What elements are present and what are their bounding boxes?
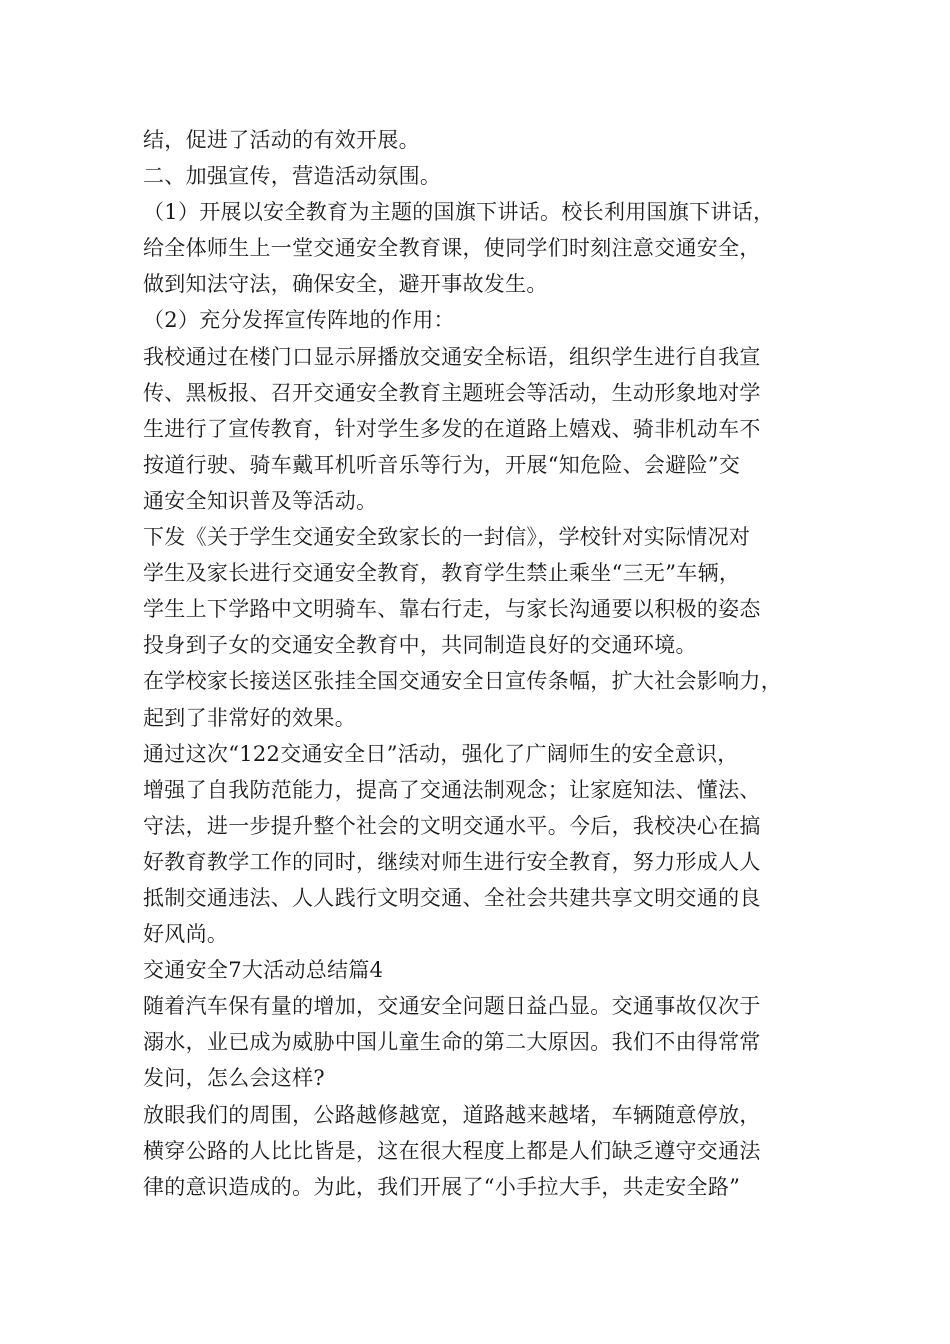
- text-line: （2）充分发挥宣传阵地的作用：: [143, 308, 455, 333]
- text-line: 放眼我们的周围，公路越修越宽，道路越来越堵，车辆随意停放，: [143, 1102, 761, 1127]
- text-line: 生进行了宣传教育，针对学生多发的在道路上嬉戏、骑非机动车不: [143, 416, 761, 441]
- text-line: 好教育教学工作的同时，继续对师生进行安全教育，努力形成人人: [143, 849, 761, 874]
- text-line: 通过这次“122交通安全日”活动，强化了广阔师生的安全意识，: [143, 741, 739, 766]
- text-line: 学生上下学路中文明骑车、靠右行走，与家长沟通要以积极的姿态: [143, 597, 761, 622]
- section-heading: 交通安全7大活动总结篇4: [143, 958, 384, 983]
- section-heading: 二、加强宣传，营造活动氛围。: [143, 164, 442, 189]
- text-line: 抵制交通违法、人人践行文明交通、全社会共建共享文明交通的良: [143, 885, 761, 910]
- text-line: 给全体师生上一堂交通安全教育课，使同学们时刻注意交通安全，: [143, 236, 761, 261]
- text-line: 守法，进一步提升整个社会的文明交通水平。今后，我校决心在搞: [143, 813, 761, 838]
- text-line: 传、黑板报、召开交通安全教育主题班会等活动，生动形象地对学: [143, 380, 761, 405]
- text-line: 投身到子女的交通安全教育中，共同制造良好的交通环境。: [143, 633, 697, 658]
- document-body: [143, 122, 823, 1205]
- text-line: 随着汽车保有量的增加，交通安全问题日益凸显。交通事故仅次于: [143, 994, 761, 1019]
- text-line: 增强了自我防范能力，提高了交通法制观念；让家庭知法、懂法、: [143, 777, 761, 802]
- text-line: 下发《关于学生交通安全致家长的一封信》，学校针对实际情况对: [143, 525, 751, 550]
- text-line: 按道行驶、骑车戴耳机听音乐等行为，开展“知危险、会避险”交: [143, 452, 741, 477]
- text-line: 通安全知识普及等活动。: [143, 488, 378, 513]
- text-line: 溺水，业已成为威胁中国儿童生命的第二大原因。我们不由得常常: [143, 1030, 761, 1055]
- text-line: 横穿公路的人比比皆是，这在很大程度上都是人们缺乏遵守交通法: [143, 1138, 761, 1163]
- text-line: 发问，怎么会这样?: [143, 1066, 325, 1091]
- text-line: 学生及家长进行交通安全教育，教育学生禁止乘坐“三无”车辆，: [143, 561, 741, 586]
- text-line: 起到了非常好的效果。: [143, 705, 356, 730]
- text-line: 在学校家长接送区张挂全国交通安全日宣传条幅，扩大社会影响力，: [143, 669, 782, 694]
- text-line: 结，促进了活动的有效开展。: [143, 128, 420, 152]
- text-line: 律的意识造成的。为此，我们开展了“小手拉大手，共走安全路”: [143, 1174, 741, 1199]
- text-line: （1）开展以安全教育为主题的国旗下讲话。校长利用国旗下讲话，: [143, 200, 775, 225]
- text-line: 好风尚。: [143, 922, 229, 947]
- text-line: 做到知法守法，确保安全，避开事故发生。: [143, 272, 548, 297]
- text-line: 我校通过在楼门口显示屏播放交通安全标语，组织学生进行自我宣: [143, 344, 761, 369]
